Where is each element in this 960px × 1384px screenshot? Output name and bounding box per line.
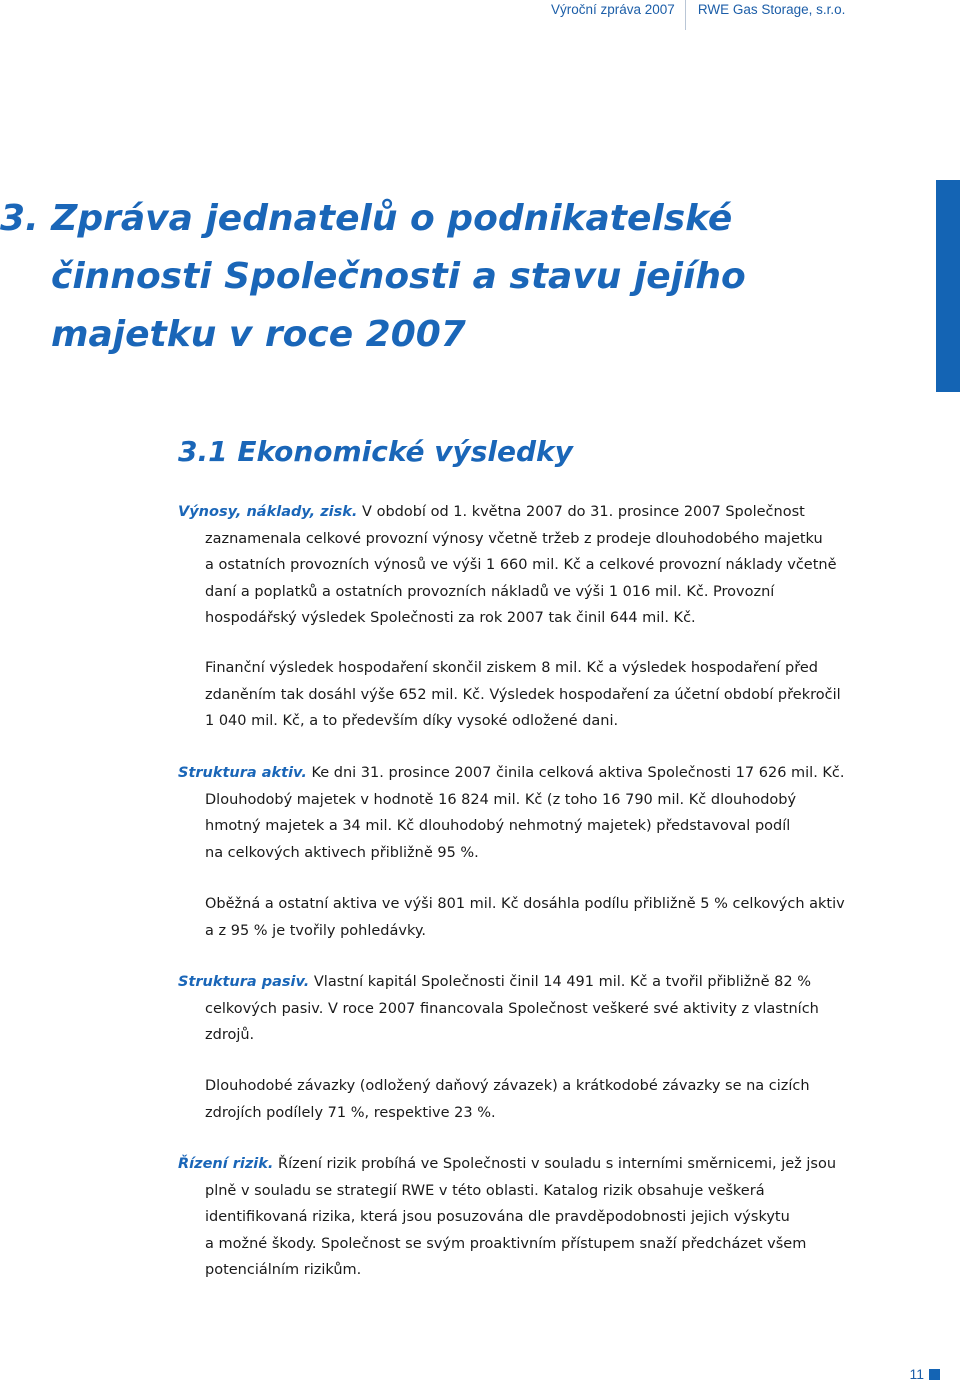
text-line: a z 95 % je tvořily pohledávky. <box>205 922 426 939</box>
text-line: daní a poplatků a ostatních provozních nákladů ve výši 1 016 mil. Kč. Provozní <box>205 583 775 600</box>
text-line: hospodářský výsledek Společnosti za rok 2007 tak činil 644 mil. Kč. <box>205 610 696 626</box>
text-line: zdaněním tak dosáhl výše 652 mil. Kč. Výsledek hospodaření za účetní období překročil <box>205 686 841 703</box>
text-line: plně v souladu se strategií RWE v této oblasti. Katalog rizik obsahuje veškerá <box>205 1182 765 1199</box>
text-line: Dlouhodobé závazky (odložený daňový závazek) a krátkodobé závazky se na cizích <box>205 1078 810 1094</box>
chapter-title-line: 3. Zpráva jednatelů o podnikatelské <box>0 198 733 239</box>
company-name: RWE Gas Storage, s.r.o. <box>697 2 846 17</box>
text-line: a ostatních provozních výnosů ve výši 1 660 mil. Kč a celkové provozní náklady včetně <box>205 557 837 573</box>
page-marker-square <box>929 1369 940 1380</box>
page-number-text: 11 <box>909 1366 924 1382</box>
text-line: celkových pasiv. V roce 2007 financovala Společnost veškeré své aktivity z vlastních <box>205 1000 819 1017</box>
paragraph-debts <box>178 1073 898 1126</box>
text-line <box>178 1151 898 1178</box>
paragraph-current-assets <box>178 891 898 944</box>
text-run: Ke dni 31. prosince 2007 činila celková aktiva Společnosti 17 626 mil. Kč. <box>306 765 845 781</box>
text-line: potenciálním rizikům. <box>205 1262 362 1278</box>
chapter-title-line: činnosti Společnosti a stavu jejího <box>51 256 746 297</box>
paragraph-lead: Řízení rizik. <box>178 1156 274 1172</box>
page-number <box>909 1366 940 1382</box>
text-line: na celkových aktivech přibližně 95 %. <box>205 844 479 861</box>
paragraph-lead: Struktura aktiv. <box>178 765 307 781</box>
paragraph-revenues <box>178 499 898 632</box>
paragraph-lead: Výnosy, náklady, zisk. <box>178 504 358 520</box>
report-title: Výroční zpráva 2007 <box>551 2 675 17</box>
text-line: Oběžná a ostatní aktiva ve výši 801 mil. Kč dosáhla podílu přibližně 5 % celkových aktiv <box>205 896 845 912</box>
paragraph-liabilities <box>178 969 898 1049</box>
text-line: identifikovaná rizika, která jsou posuzována dle pravděpodobnosti jejich výskytu <box>205 1209 790 1225</box>
section-title: 3.1 Ekonomické výsledky <box>178 435 573 468</box>
paragraph-lead: Struktura pasiv. <box>178 974 310 990</box>
paragraph-risk-management <box>178 1151 898 1284</box>
text-line: zdrojů. <box>205 1027 255 1043</box>
text-run: V období od 1. května 2007 do 31. prosince 2007 Společnost <box>357 504 805 520</box>
text-line <box>178 969 898 996</box>
text-line <box>178 499 898 526</box>
text-line: 1 040 mil. Kč, a to především díky vysoké odložené dani. <box>205 713 619 729</box>
text-run: Řízení rizik probíhá ve Společnosti v souladu s interními směrnicemi, jež jsou <box>273 1156 837 1172</box>
text-run: Vlastní kapitál Společnosti činil 14 491 mil. Kč a tvořil přibližně 82 % <box>309 974 811 990</box>
chapter-tab-marker <box>936 180 960 392</box>
paragraph-financial-result <box>178 655 898 735</box>
text-line <box>178 760 898 787</box>
text-line: Finanční výsledek hospodaření skončil ziskem 8 mil. Kč a výsledek hospodaření před <box>205 660 818 676</box>
chapter-title <box>0 190 760 364</box>
running-header <box>551 2 845 30</box>
text-line: hmotný majetek a 34 mil. Kč dlouhodobý nehmotný majetek) představoval podíl <box>205 818 791 834</box>
paragraph-assets <box>178 760 898 866</box>
text-line: zaznamenala celkové provozní výnosy včetně tržeb z prodeje dlouhodobého majetku <box>205 530 823 547</box>
text-line: Dlouhodobý majetek v hodnotě 16 824 mil. Kč (z toho 16 790 mil. Kč dlouhodobý <box>205 791 797 808</box>
chapter-title-line: majetku v roce 2007 <box>51 314 466 355</box>
header-divider <box>685 0 686 30</box>
text-line: a možné škody. Společnost se svým proaktivním přístupem snaží předcházet všem <box>205 1235 807 1252</box>
text-line: zdrojích podílely 71 %, respektive 23 %. <box>205 1104 496 1121</box>
